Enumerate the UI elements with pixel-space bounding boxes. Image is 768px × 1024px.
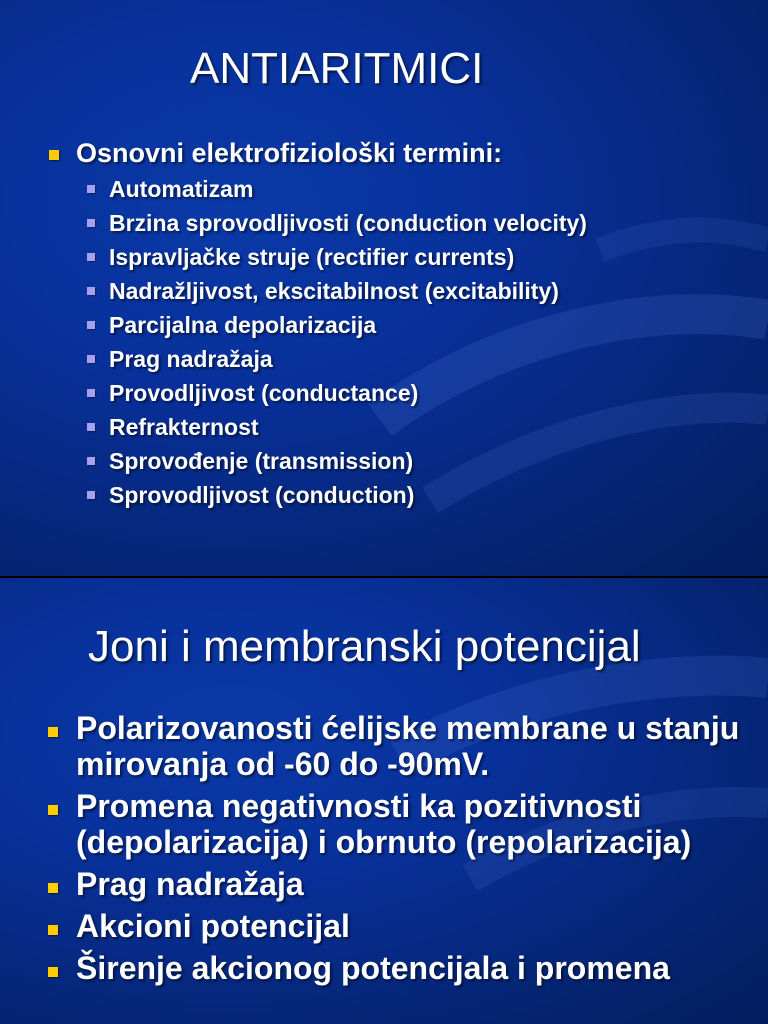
list-item	[87, 206, 587, 240]
bullet-square-icon	[87, 491, 95, 499]
list-item	[87, 410, 587, 444]
list-item-text: Akcioni potencijal	[76, 908, 350, 944]
list-item-text: Ispravljačke struje (rectifier currents)	[109, 244, 515, 270]
bullet-square-icon	[87, 253, 95, 261]
bullet-square-icon	[87, 321, 95, 329]
list-item-text: Parcijalna depolarizacija	[109, 312, 377, 338]
list-item	[87, 274, 587, 308]
list-item	[87, 342, 587, 376]
list-item-text: Brzina sprovodljivosti (conduction velocity)	[109, 210, 587, 236]
bullet-square-icon	[48, 805, 58, 815]
list-item	[48, 788, 748, 860]
list-item	[48, 866, 748, 902]
list-item-text: Promena negativnosti ka pozitivnosti (depolarizacija) i obrnuto (repolarizacija)	[76, 788, 692, 860]
bullet-square-icon	[48, 925, 58, 935]
list-item-text: Prag nadražaja	[76, 866, 304, 902]
list-item	[87, 240, 587, 274]
bullet-square-icon	[87, 355, 95, 363]
list-item	[87, 308, 587, 342]
list-item-text: Nadražljivost, ekscitabilnost (excitability)	[109, 278, 559, 304]
list-item-text: Prag nadražaja	[109, 346, 273, 372]
bullet-square-icon	[49, 150, 59, 160]
slide-2-title: Joni i membranski potencijal	[88, 622, 641, 671]
bullet-square-icon	[87, 287, 95, 295]
term-list	[87, 172, 587, 512]
list-item-text: Automatizam	[109, 176, 254, 202]
bullet-square-icon	[48, 967, 58, 977]
list-item	[87, 444, 587, 478]
list-item	[87, 376, 587, 410]
list-item-text: Širenje akcionog potencijala i promena	[76, 950, 670, 986]
list-item	[48, 710, 748, 782]
slide-1-title: ANTIARITMICI	[190, 44, 484, 93]
bullet-square-icon	[87, 185, 95, 193]
slide-1-heading: Osnovni elektrofiziološki termini:	[76, 138, 503, 168]
bullet-square-icon	[87, 219, 95, 227]
membrane-potential-list	[48, 710, 748, 992]
list-item-text: Polarizovanosti ćelijske membrane u stanju mirovanja od -60 do -90mV.	[76, 710, 740, 782]
list-item-text: Sprovodljivost (conduction)	[109, 482, 415, 508]
bullet-square-icon	[87, 457, 95, 465]
bullet-square-icon	[87, 389, 95, 397]
list-item-text: Provodljivost (conductance)	[109, 380, 419, 406]
list-item-text: Refrakternost	[109, 414, 259, 440]
bullet-square-icon	[87, 423, 95, 431]
list-item	[48, 950, 748, 986]
list-item	[87, 172, 587, 206]
bullet-square-icon	[48, 883, 58, 893]
list-item	[48, 908, 748, 944]
list-item	[87, 478, 587, 512]
list-item-text: Sprovođenje (transmission)	[109, 448, 414, 474]
bullet-square-icon	[48, 727, 58, 737]
